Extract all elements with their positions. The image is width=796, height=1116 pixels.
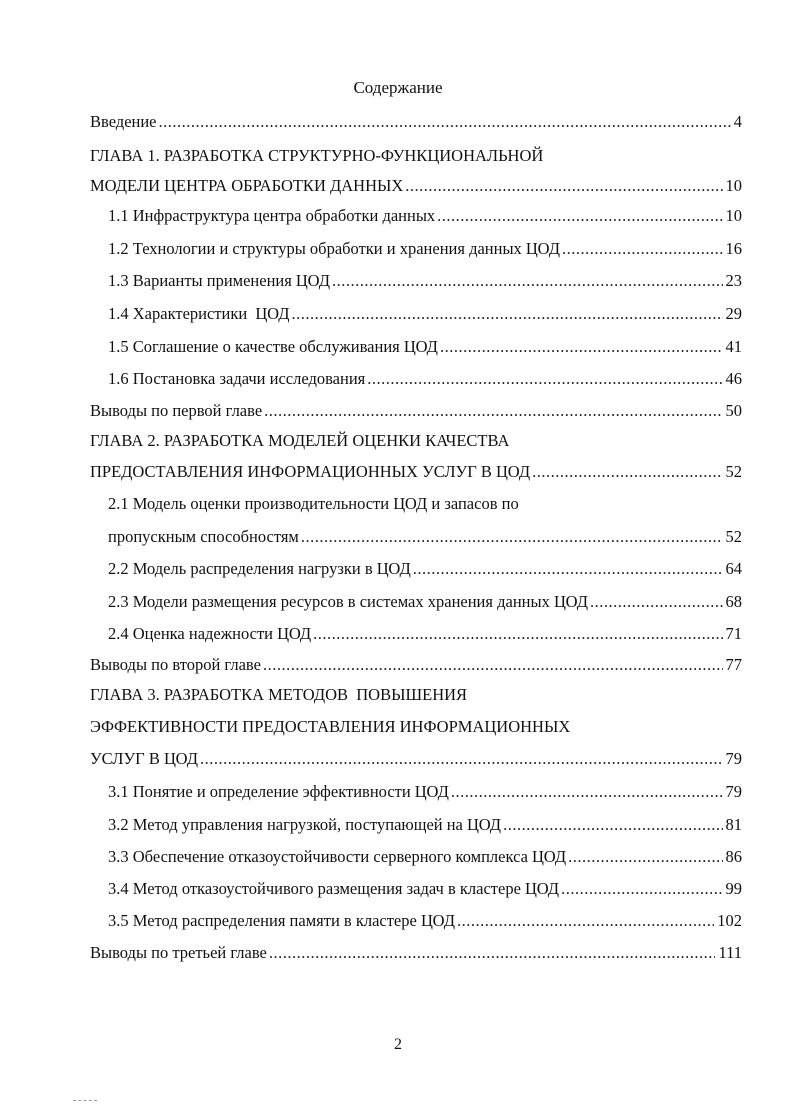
toc-chapter-3-heading-end — [90, 748, 742, 770]
toc-entry-1-1 — [108, 205, 742, 227]
leader-dots — [457, 910, 714, 932]
leader-dots — [413, 558, 723, 580]
leader-dots — [561, 878, 722, 900]
toc-entry-text: ГЛАВА 1. РАЗРАБОТКА СТРУКТУРНО-ФУНКЦИОНАЛЬНОЙ — [90, 146, 544, 165]
toc-chapter-2-heading — [90, 430, 742, 452]
leader-dots — [440, 336, 723, 358]
toc-entry-page: 41 — [725, 337, 742, 356]
toc-entry-page: 10 — [725, 206, 742, 225]
toc-entry-page: 68 — [725, 592, 742, 611]
toc-entry-text: ЭФФЕКТИВНОСТИ ПРЕДОСТАВЛЕНИЯ ИНФОРМАЦИОННЫХ — [90, 717, 571, 736]
leader-dots — [451, 781, 723, 803]
toc-entry-page: 23 — [725, 271, 742, 290]
toc-entry-3-2 — [108, 814, 742, 836]
toc-entry-2-4 — [108, 623, 742, 645]
toc-entry-page: 10 — [725, 176, 742, 195]
toc-entry-text: 1.6 Постановка задачи исследования — [108, 369, 366, 388]
leader-dots — [568, 846, 722, 868]
toc-entry-page: 79 — [725, 749, 742, 768]
toc-entry-page: 50 — [725, 401, 742, 420]
toc-entry-page: 46 — [725, 369, 742, 388]
toc-chapter-3-heading-cont — [90, 716, 742, 738]
toc-entry-1-2 — [108, 238, 742, 260]
toc-entry-page: 79 — [725, 782, 742, 801]
toc-entry-text: 2.1 Модель оценки производительности ЦОД и запасов по — [108, 494, 519, 513]
toc-entry-text: МОДЕЛИ ЦЕНТРА ОБРАБОТКИ ДАННЫХ — [90, 176, 404, 195]
toc-entry-text: 2.2 Модель распределения нагрузки в ЦОД — [108, 559, 411, 578]
leader-dots — [405, 175, 722, 197]
toc-entry-text: 3.5 Метод распределения памяти в кластере ЦОД — [108, 911, 455, 930]
toc-entry-page: 111 — [718, 943, 742, 962]
toc-chapter-1-heading — [90, 145, 742, 167]
toc-entry-conclusions-3 — [90, 942, 742, 964]
toc-entry-3-3 — [108, 846, 742, 868]
toc-entry-page: 64 — [725, 559, 742, 578]
toc-entry-text: 2.4 Оценка надежности ЦОД — [108, 624, 312, 643]
toc-entry-1-4 — [108, 303, 742, 325]
toc-entry-text: 3.3 Обеспечение отказоустойчивости серверного комплекса ЦОД — [108, 847, 567, 866]
toc-entry-text: 3.4 Метод отказоустойчивого размещения задач в кластере ЦОД — [108, 879, 560, 898]
page-title: Содержание — [353, 78, 443, 97]
toc-entry-page: 29 — [725, 304, 742, 323]
leader-dots — [264, 400, 722, 422]
toc-entry-3-4 — [108, 878, 742, 900]
toc-entry-text: 2.3 Модели размещения ресурсов в системах хранения данных ЦОД — [108, 592, 588, 611]
leader-dots — [590, 591, 723, 613]
toc-entry-conclusions-2 — [90, 654, 742, 676]
toc-chapter-2-heading-cont — [90, 461, 742, 483]
toc-entry-2-1-cont — [108, 526, 742, 548]
page-number: 2 — [394, 1036, 402, 1053]
leader-dots — [503, 814, 722, 836]
toc-entry-text: Выводы по первой главе — [90, 401, 263, 420]
toc-entry-2-1 — [108, 493, 742, 515]
leader-dots — [437, 205, 722, 227]
toc-entry-page: 52 — [725, 462, 742, 481]
leader-dots — [313, 623, 722, 645]
toc-entry-text: 1.1 Инфраструктура центра обработки данных — [108, 206, 436, 225]
toc-entry-2-3 — [108, 591, 742, 613]
leader-dots — [562, 238, 723, 260]
toc-entry-page: 102 — [717, 911, 742, 930]
leader-dots — [269, 942, 716, 964]
toc-entry-text: 1.5 Соглашение о качестве обслуживания ЦОД — [108, 337, 438, 356]
toc-entry-page: 71 — [725, 624, 742, 643]
toc-entry-conclusions-1 — [90, 400, 742, 422]
toc-chapter-3-heading — [90, 684, 742, 706]
toc-entry-introduction — [90, 111, 742, 133]
toc-entry-1-6 — [108, 368, 742, 390]
toc-entry-text: 1.4 Характеристики ЦОД — [108, 304, 290, 323]
toc-entry-text: 1.2 Технологии и структуры обработки и хранения данных ЦОД — [108, 239, 560, 258]
toc-entry-2-2 — [108, 558, 742, 580]
toc-entry-page: 86 — [725, 847, 742, 866]
leader-dots — [159, 111, 731, 133]
toc-entry-page: 81 — [725, 815, 742, 834]
leader-dots — [301, 526, 723, 548]
toc-entry-text: ПРЕДОСТАВЛЕНИЯ ИНФОРМАЦИОННЫХ УСЛУГ В ЦОД — [90, 462, 531, 481]
scan-artifact — [73, 1100, 97, 1101]
toc-entry-page: 4 — [733, 112, 742, 131]
toc-entry-3-1 — [108, 781, 742, 803]
toc-entry-page: 16 — [725, 239, 742, 258]
leader-dots — [332, 270, 723, 292]
toc-entry-1-5 — [108, 336, 742, 358]
toc-entry-3-5 — [108, 910, 742, 932]
leader-dots — [263, 654, 723, 676]
leader-dots — [367, 368, 722, 390]
toc-entry-text: пропускным способностям — [108, 527, 299, 546]
toc-entry-page: 99 — [725, 879, 742, 898]
toc-entry-text: 3.1 Понятие и определение эффективности ЦОД — [108, 782, 449, 801]
toc-entry-page: 77 — [725, 655, 742, 674]
toc-entry-text: ГЛАВА 3. РАЗРАБОТКА МЕТОДОВ ПОВЫШЕНИЯ — [90, 685, 468, 704]
toc-chapter-1-heading-cont — [90, 175, 742, 197]
toc-entry-text: Выводы по второй главе — [90, 655, 261, 674]
leader-dots — [532, 461, 722, 483]
toc-entry-text: Введение — [90, 112, 157, 131]
toc-entry-1-3 — [108, 270, 742, 292]
toc-entry-text: 3.2 Метод управления нагрузкой, поступающей на ЦОД — [108, 815, 502, 834]
toc-entry-page: 52 — [725, 527, 742, 546]
leader-dots — [291, 303, 722, 325]
toc-entry-text: Выводы по третьей главе — [90, 943, 267, 962]
toc-entry-text: 1.3 Варианты применения ЦОД — [108, 271, 330, 290]
toc-entry-text: ГЛАВА 2. РАЗРАБОТКА МОДЕЛЕЙ ОЦЕНКИ КАЧЕСТВА — [90, 431, 510, 450]
toc-entry-text: УСЛУГ В ЦОД — [90, 749, 198, 768]
leader-dots — [200, 748, 723, 770]
